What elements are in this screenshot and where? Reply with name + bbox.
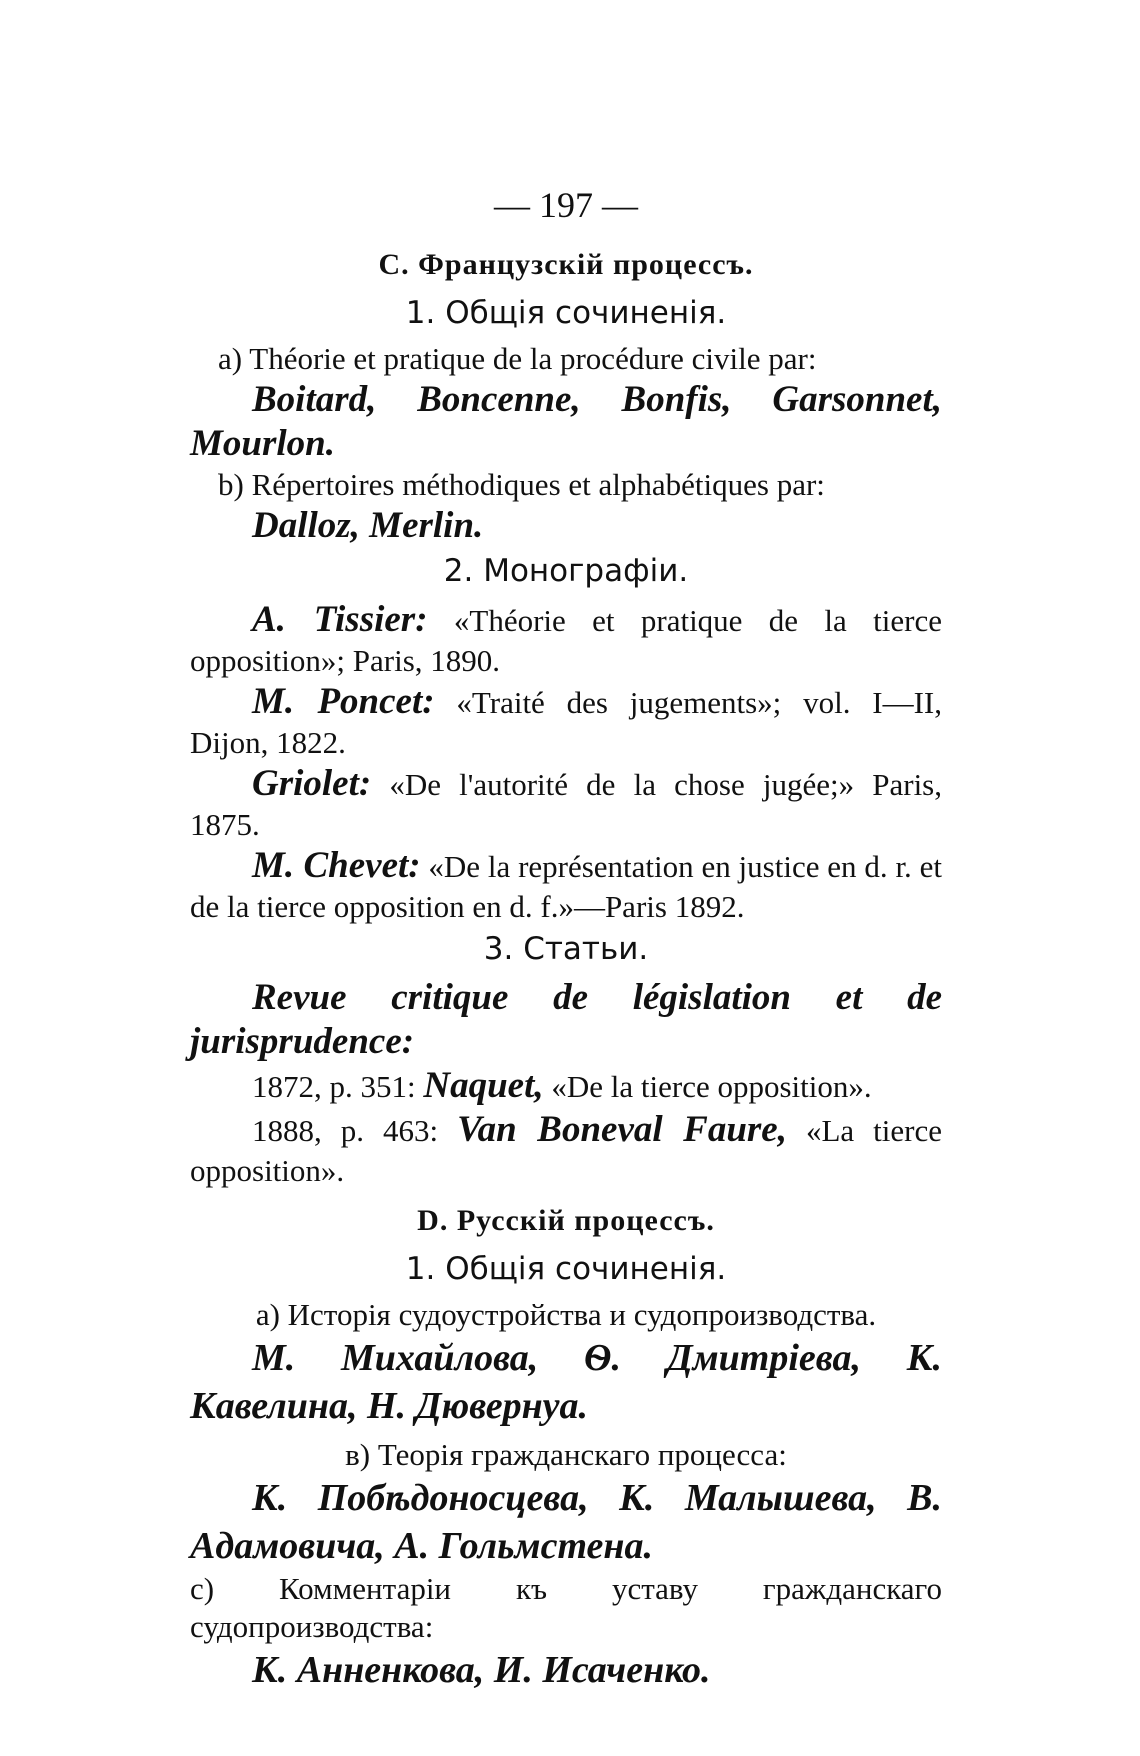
mono-text: «Traité des jugements»; vol. I—II, Dijon, 1822. <box>190 685 942 760</box>
mono-entry <box>190 598 942 680</box>
mono-entry <box>190 680 942 762</box>
mono-author: M. Poncet: <box>252 681 435 722</box>
text-column <box>190 186 942 1694</box>
page-number: — 197 — <box>494 185 638 225</box>
article-entry <box>190 1108 942 1190</box>
section-d-heading: D. Русскiй процессъ. <box>417 1204 715 1237</box>
section-c-sub3: 3. Статьи. <box>483 931 649 967</box>
mono-author: M. Chevet: <box>252 845 421 886</box>
mono-author: Griolet: <box>252 763 372 804</box>
mono-entry <box>190 844 942 926</box>
article-ref: 1872, p. 351: <box>252 1069 424 1104</box>
article-ref: 1888, p. 463: <box>252 1113 458 1148</box>
article-entry <box>190 1064 942 1108</box>
mono-text: «De la représentation en justice en d. r. et de la tierce opposition en d. f.»—Paris 1892. <box>190 849 942 924</box>
journal-title: Revue critique de législation et de jurisprudence: <box>190 977 942 1062</box>
ru-item-a: a) Исторiя судоустройства и судопроизводства. <box>255 1297 877 1332</box>
ru-item-a-authors: М. Михайлова, Ѳ. Дмитрiева, К. Кавелина, Н. Дювернуа. <box>190 1337 942 1427</box>
section-c-heading: C. Французскiй процессъ. <box>378 248 754 281</box>
ru-item-c-authors: К. Анненкова, И. Исаченко. <box>252 1649 711 1691</box>
item-a-text: a) Théorie et pratique de la procédure civile par: <box>218 341 817 376</box>
ru-item-b-authors: К. Побѣдоносцева, К. Малышева, В. Адамовича, А. Гольмстена. <box>190 1477 942 1567</box>
mono-entry <box>190 762 942 844</box>
mono-author: A. Tissier: <box>252 599 428 640</box>
article-title: «De la tierce opposition». <box>543 1069 872 1104</box>
section-c-sub2: 2. Монографiи. <box>443 553 689 589</box>
mono-text: «Théorie et pratique de la tierce opposition»; Paris, 1890. <box>190 603 942 678</box>
ru-item-c: c) Комментарiи къ уставу гражданскаго судопроизводства: <box>190 1571 942 1644</box>
section-d-sub1: 1. Общiя сочиненiя. <box>405 1251 727 1287</box>
ru-item-b: в) Теорiя гражданскаго процесса: <box>345 1437 787 1472</box>
section-c-sub1: 1. Общiя сочиненiя. <box>405 295 727 331</box>
item-b-authors: Dalloz, Merlin. <box>252 505 484 546</box>
item-a-authors: Boitard, Boncenne, Bonfis, Garsonnet, Mourlon. <box>190 379 942 464</box>
mono-text: «De l'autorité de la chose jugée;» Paris, 1875. <box>190 767 942 842</box>
article-author: Naquet, <box>423 1065 544 1106</box>
article-title: «La tierce opposition». <box>190 1113 942 1188</box>
article-author: Van Boneval Faure, <box>457 1109 787 1150</box>
item-b-text: b) Répertoires méthodiques et alphabétiques par: <box>218 467 825 502</box>
